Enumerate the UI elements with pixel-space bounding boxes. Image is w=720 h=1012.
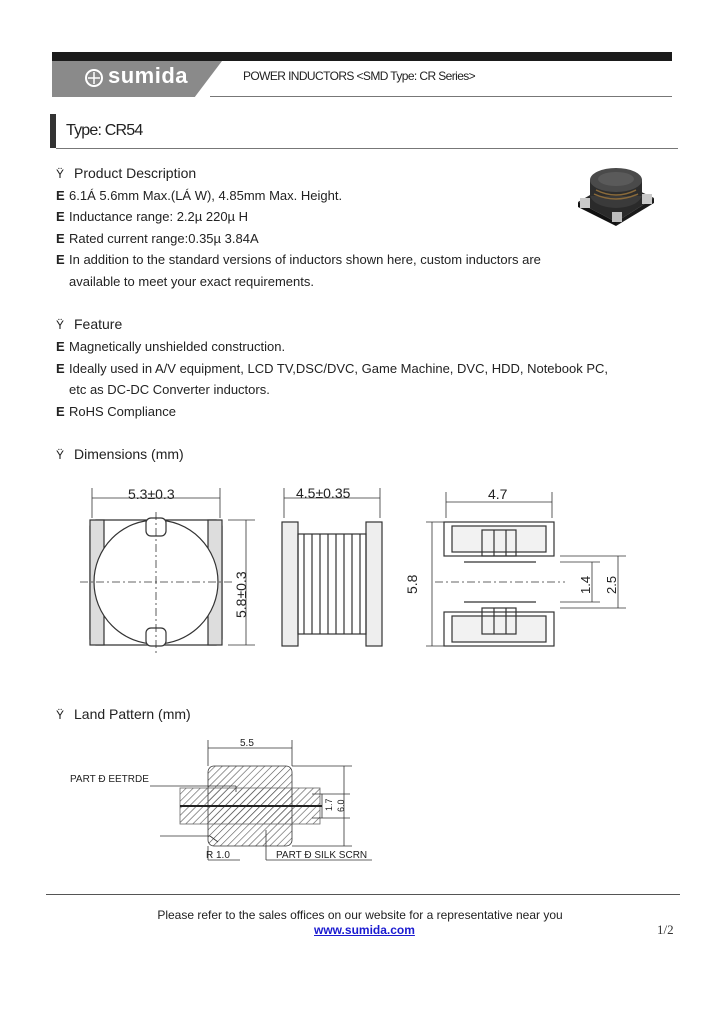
header-rule xyxy=(210,96,672,97)
radius-label: R 1.0 xyxy=(206,850,230,861)
bottom-view-gap-label: 1.4 xyxy=(578,575,593,594)
website-link[interactable]: www.sumida.com xyxy=(314,923,415,937)
dimensions-drawing xyxy=(60,478,640,658)
bottom-view-width-label: 4.7 xyxy=(488,486,508,502)
list-item: E Magnetically unshielded construction. xyxy=(56,339,286,354)
section-marker: Ÿ xyxy=(56,318,65,332)
electrode-label: PART Ð EETRDE xyxy=(70,774,149,785)
footer-note: Please refer to the sales offices on our website for a representative near you xyxy=(157,908,563,922)
top-view-drawing xyxy=(80,488,255,654)
land-pattern-heading: Ÿ Land Pattern (mm) xyxy=(56,706,191,722)
type-accent-bar xyxy=(50,114,56,148)
list-item-continuation: available to meet your exact requirements. xyxy=(69,274,314,289)
header-title: POWER INDUCTORS <SMD Type: CR Series> xyxy=(243,69,476,83)
feature-heading: Ÿ Feature xyxy=(56,316,123,332)
section-marker: Ÿ xyxy=(56,448,65,462)
section-marker: Ÿ xyxy=(56,167,65,181)
page-number: 1/2 xyxy=(657,922,674,937)
title-rule xyxy=(56,148,678,149)
list-item: E In addition to the standard versions of inductors shown here, custom inductors are xyxy=(56,252,541,267)
brand-logo-text: sumida xyxy=(108,63,189,88)
sumida-logo-icon xyxy=(84,68,104,88)
bottom-view-drawing xyxy=(426,492,626,646)
page-title: Type: CR54 xyxy=(66,122,143,139)
side-view-drawing xyxy=(282,488,382,646)
dimensions-heading: Ÿ Dimensions (mm) xyxy=(56,446,184,462)
list-item: E Inductance range: 2.2µ 220µ H xyxy=(56,209,249,224)
product-description-heading: Ÿ Product Description xyxy=(56,165,197,181)
list-item: E RoHS Compliance xyxy=(56,404,176,419)
list-item-continuation: etc as DC-DC Converter inductors. xyxy=(69,382,270,397)
land-width-label: 5.5 xyxy=(240,738,254,749)
land-gap-label: 1.7 xyxy=(324,798,334,811)
land-pattern-drawing xyxy=(60,730,400,870)
list-item: E 6.1Á 5.6mm Max.(LÁ W), 4.85mm Max. Height. xyxy=(56,188,343,203)
side-view-width-label: 4.5±0.35 xyxy=(296,485,351,501)
land-height-label: 6.0 xyxy=(336,799,346,812)
footer-rule xyxy=(46,894,680,895)
header-top-bar xyxy=(52,52,672,61)
bottom-view-pitch-label: 2.5 xyxy=(604,575,619,594)
list-item: E Ideally used in A/V equipment, LCD TV,DSC/DVC, Game Machine, DVC, HDD, Notebook PC, xyxy=(56,361,609,376)
bottom-view-height-label: 5.8 xyxy=(404,574,420,594)
list-item: E Rated current range:0.35µ 3.84A xyxy=(56,231,259,246)
top-view-height-label: 5.8±0.3 xyxy=(233,571,249,618)
inductor-photo-icon xyxy=(572,160,658,226)
section-marker: Ÿ xyxy=(56,708,65,722)
top-view-width-label: 5.3±0.3 xyxy=(128,486,175,502)
silk-screen-label: PART Ð SILK SCRN xyxy=(276,850,368,861)
